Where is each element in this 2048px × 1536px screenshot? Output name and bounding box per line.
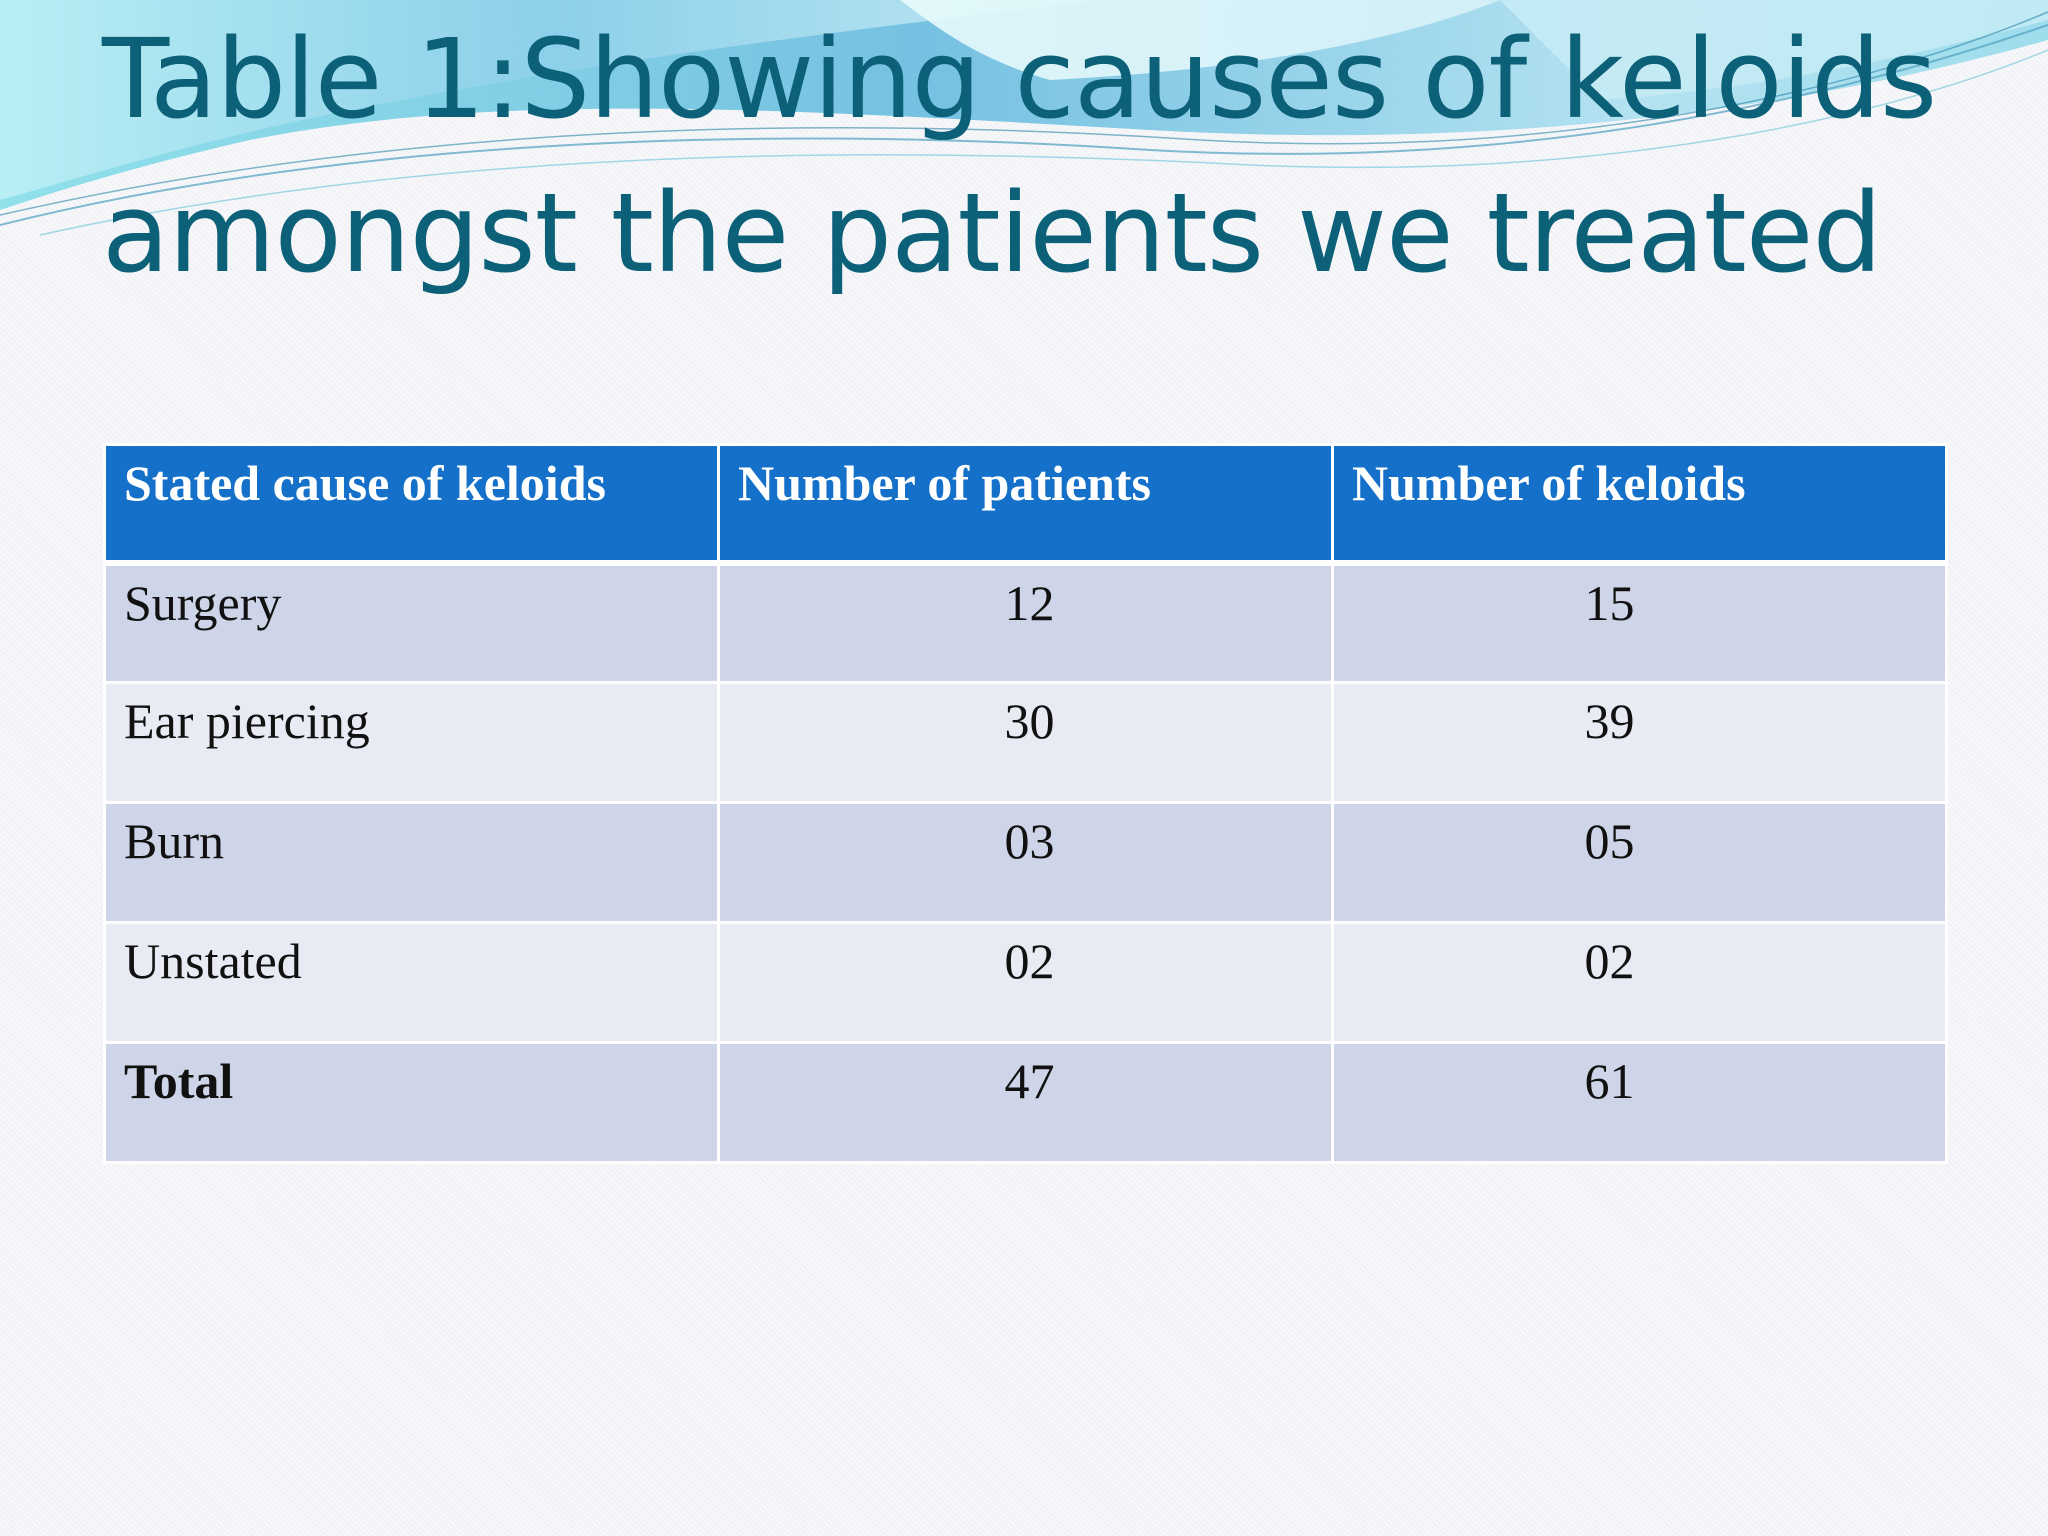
header-keloids: Number of keloids bbox=[1333, 445, 1947, 563]
title-line-1: Table 1:Showing causes of keloids bbox=[102, 15, 1937, 143]
table-total-row bbox=[105, 1043, 1947, 1163]
cell-keloids: 39 bbox=[1333, 683, 1947, 803]
title-line-2: amongst the patients we treated bbox=[102, 169, 1882, 297]
table-row bbox=[105, 683, 1947, 803]
cell-patients: 12 bbox=[719, 563, 1333, 683]
cell-cause: Unstated bbox=[105, 923, 719, 1043]
table-row bbox=[105, 923, 1947, 1043]
cell-cause: Ear piercing bbox=[105, 683, 719, 803]
cell-keloids: 15 bbox=[1333, 563, 1947, 683]
cell-patients: 30 bbox=[719, 683, 1333, 803]
cell-total-label: Total bbox=[105, 1043, 719, 1163]
cell-patients: 02 bbox=[719, 923, 1333, 1043]
cell-keloids: 02 bbox=[1333, 923, 1947, 1043]
table-header-row bbox=[105, 445, 1947, 563]
header-patients: Number of patients bbox=[719, 445, 1333, 563]
cell-patients: 03 bbox=[719, 803, 1333, 923]
cell-total-keloids: 61 bbox=[1333, 1043, 1947, 1163]
cell-keloids: 05 bbox=[1333, 803, 1947, 923]
table-row bbox=[105, 803, 1947, 923]
slide-title bbox=[102, 2, 1962, 310]
keloid-causes-table bbox=[103, 443, 1948, 1164]
table-row bbox=[105, 563, 1947, 683]
cell-cause: Burn bbox=[105, 803, 719, 923]
cell-total-patients: 47 bbox=[719, 1043, 1333, 1163]
header-cause: Stated cause of keloids bbox=[105, 445, 719, 563]
cell-cause: Surgery bbox=[105, 563, 719, 683]
